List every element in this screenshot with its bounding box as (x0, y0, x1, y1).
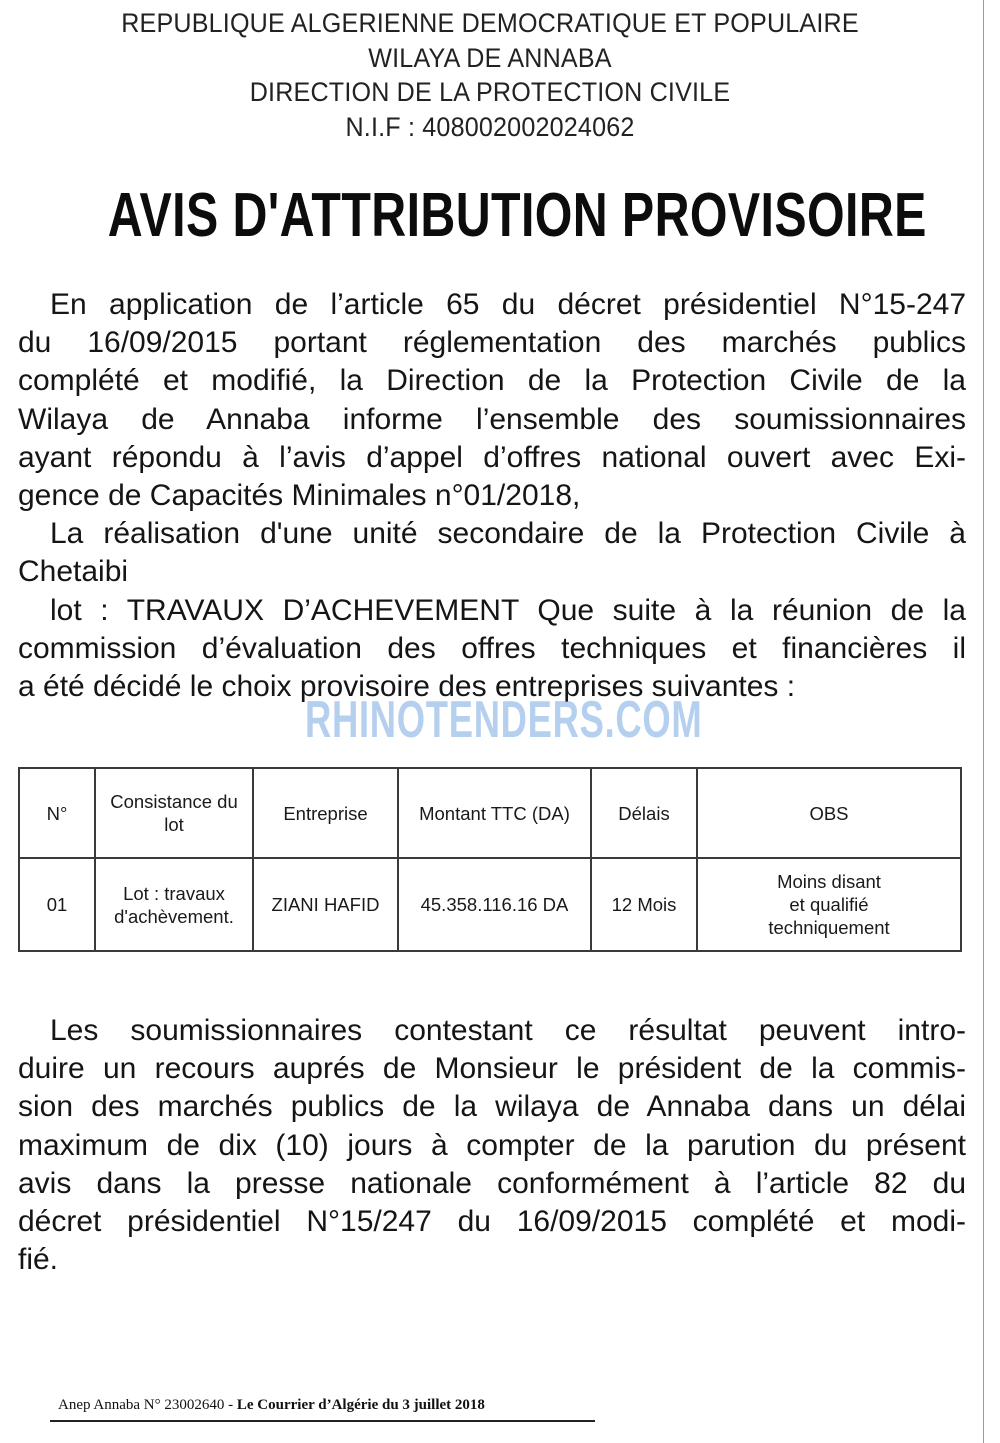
footer-ref: Anep Annaba N° 23002640 - (58, 1397, 237, 1413)
cell-obs-line: Moins disant (777, 871, 881, 892)
header-entreprise: Entreprise (253, 768, 398, 858)
header-consistance-line: Consistance du (110, 791, 238, 812)
paragraph-line: Les soumissionnaires contestant ce résultat peuvent intro- (50, 1014, 966, 1047)
header-nif: N.I.F : 408002002024062 (345, 111, 635, 142)
appeal-paragraph (18, 1012, 966, 1279)
header-montant: Montant TTC (DA) (398, 768, 591, 858)
header-wilaya: WILAYA DE ANNABA (368, 42, 612, 73)
paragraph-line: fié. (18, 1243, 59, 1277)
cell-no: 01 (19, 858, 95, 951)
paragraph-line: lot : TRAVAUX D’ACHEVEMENT Que suite à la réunion de la (50, 593, 966, 627)
header-consistance (95, 768, 253, 858)
cell-montant: 45.358.116.16 DA (398, 858, 591, 951)
intro-paragraph (18, 286, 966, 706)
notice-title: AVIS D'ATTRIBUTION PROVISOIRE (107, 181, 927, 250)
header-republic: REPUBLIQUE ALGERIENNE DEMOCRATIQUE ET POPULAIRE (121, 8, 859, 38)
header-obs: OBS (697, 768, 961, 858)
cell-obs-line: techniquement (768, 917, 890, 938)
paragraph-line: maximum de dix (10) jours à compter de la parution du présent (18, 1128, 966, 1162)
paragraph-line: gence de Capacités Minimales n°01/2018, (18, 479, 581, 513)
header-no: N° (19, 768, 95, 858)
cell-entreprise: ZIANI HAFID (253, 858, 398, 951)
cell-consistance-line: d'achèvement. (114, 905, 234, 927)
paragraph-line: Wilaya de Annaba informe l’ensemble des soumissionnaires (18, 402, 966, 436)
issuer-header (0, 6, 980, 144)
paragraph-line: Chetaibi (18, 555, 129, 589)
paragraph-line: sion des marchés publics de la wilaya de Annaba dans un délai (18, 1090, 966, 1124)
cell-consistance-line: Lot : travaux (123, 882, 225, 904)
watermark: RHINOTENDERS.COM (305, 691, 703, 749)
cell-obs (697, 858, 961, 951)
header-consistance-line: lot (164, 814, 184, 835)
paragraph-line: complété et modifié, la Direction de la Protection Civile de la (18, 364, 966, 398)
paragraph-line: En application de l’article 65 du décret présidentiel N°15-247 (50, 288, 966, 321)
paragraph-line: décret présidentiel N°15/247 du 16/09/2015 complété et modi- (18, 1205, 966, 1239)
page-edge-rule (983, 0, 984, 1443)
cell-consistance (95, 858, 253, 951)
footer-publication: Le Courrier d’Algérie du 3 juillet 2018 (236, 1397, 485, 1413)
table-header-row (19, 768, 961, 858)
cell-delais: 12 Mois (591, 858, 697, 951)
header-direction: DIRECTION DE LA PROTECTION CIVILE (249, 77, 731, 107)
cell-obs-line: et qualifié (789, 894, 869, 915)
publication-footer (58, 1397, 485, 1414)
award-table (18, 767, 962, 952)
header-delais: Délais (591, 768, 697, 858)
paragraph-line: du 16/09/2015 portant réglementation des marchés publics (18, 326, 966, 360)
paragraph-line: a été décidé le choix provisoire des entreprises suivantes : (18, 670, 796, 704)
table-row (19, 858, 961, 951)
paragraph-line: duire un recours auprés de Monsieur le président de la commis- (18, 1052, 966, 1086)
paragraph-line: ayant répondu à l’avis d’appel d’offres national ouvert avec Exi- (18, 440, 966, 474)
paragraph-line: avis dans la presse nationale conformément à l’article 82 du (18, 1166, 966, 1200)
footer-rule (50, 1420, 595, 1422)
paragraph-line: commission d’évaluation des offres techniques et financières il (18, 631, 966, 665)
paragraph-line: La réalisation d'une unité secondaire de la Protection Civile à (50, 517, 966, 551)
